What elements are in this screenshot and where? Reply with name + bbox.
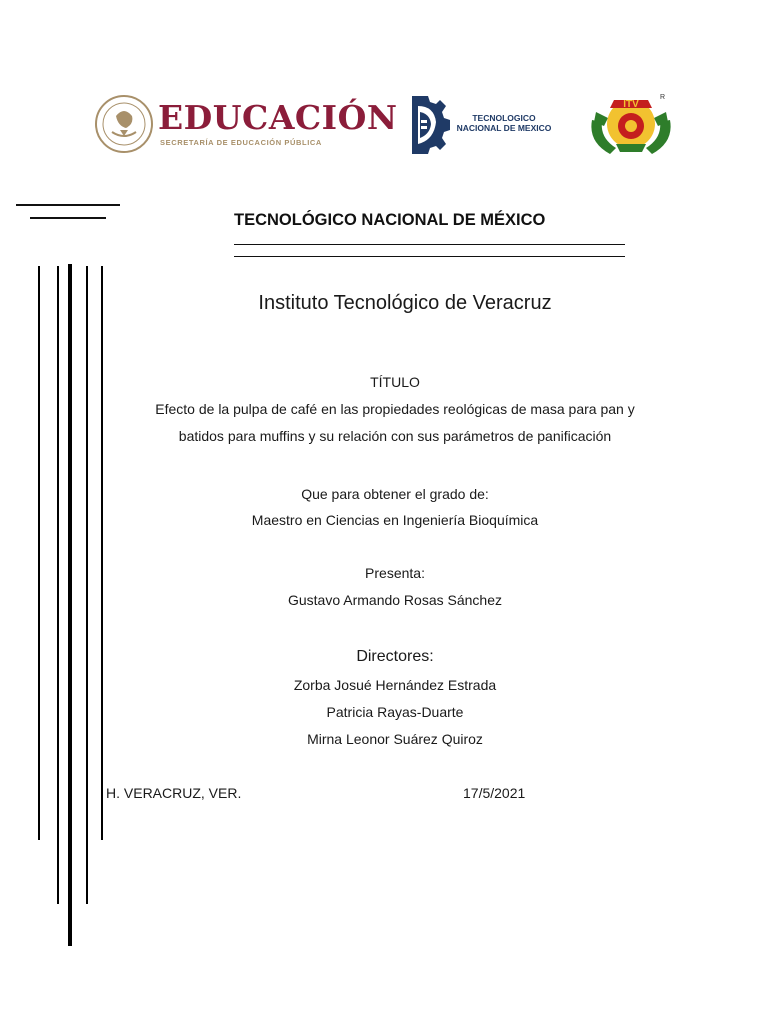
presents-label: Presenta: <box>365 565 425 581</box>
itv-logo <box>586 90 676 160</box>
decorative-rule-top <box>16 204 120 206</box>
decorative-vertical-line-3 <box>68 264 72 946</box>
decorative-vertical-line-2 <box>57 266 59 904</box>
thesis-title-line-1: Efecto de la pulpa de café en las propiedades reológicas de masa para pan y <box>155 401 635 417</box>
heading-rule-1 <box>234 244 625 245</box>
sep-subtitle: SECRETARÍA DE EDUCACIÓN PÚBLICA <box>160 138 322 147</box>
registered-mark: R <box>660 94 666 101</box>
sep-title: EDUCACIÓN <box>158 98 398 137</box>
director-2: Patricia Rayas-Duarte <box>326 704 464 720</box>
sep-logo <box>90 92 398 158</box>
tecnm-logo-text: TECNOLOGICO NACIONAL DE MEXICO <box>456 113 552 133</box>
itv-label: ITV <box>623 99 639 110</box>
heading-rule-2 <box>234 256 625 257</box>
decorative-rule-second <box>30 217 106 219</box>
thesis-title-line-2: batidos para muffins y su relación con sus parámetros de panificación <box>178 428 612 444</box>
decorative-vertical-line-1 <box>38 266 40 840</box>
degree-name: Maestro en Ciencias en Ingeniería Bioquímica <box>251 512 539 528</box>
degree-label: Que para obtener el grado de: <box>301 486 489 502</box>
tecnm-gear-icon <box>404 92 450 158</box>
decorative-vertical-line-4 <box>86 266 88 904</box>
document-heading: TECNOLÓGICO NACIONAL DE MÉXICO <box>234 211 546 229</box>
director-3: Mirna Leonor Suárez Quiroz <box>307 731 483 747</box>
institute-name: Instituto Tecnológico de Veracruz <box>258 292 552 314</box>
director-1: Zorba Josué Hernández Estrada <box>293 677 497 693</box>
title-label: TÍTULO <box>370 374 420 390</box>
directors-label: Directores: <box>356 648 434 665</box>
tecnm-logo <box>404 92 564 158</box>
date: 17/5/2021 <box>463 785 526 801</box>
author-name: Gustavo Armando Rosas Sánchez <box>287 592 502 608</box>
place: H. VERACRUZ, VER. <box>106 785 242 801</box>
decorative-vertical-line-5 <box>101 266 103 840</box>
mexican-seal-icon <box>94 94 154 154</box>
